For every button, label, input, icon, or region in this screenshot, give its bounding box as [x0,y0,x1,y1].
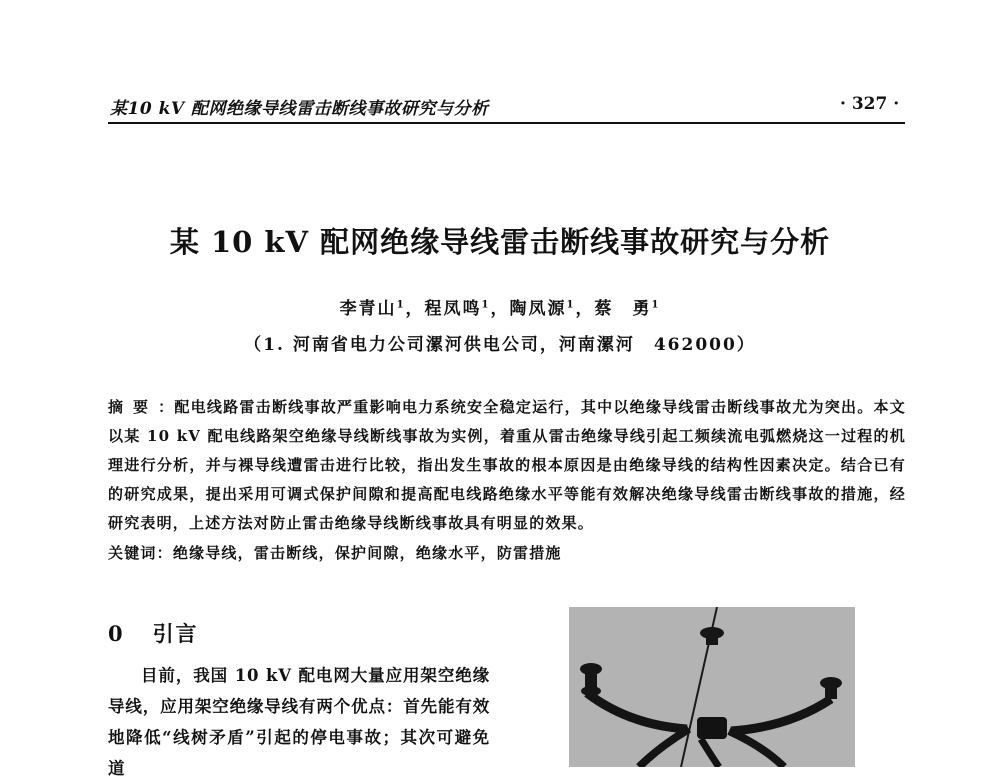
author-affiliation-mark: 1 [396,299,406,311]
section-title: 引言 [152,621,199,646]
author-name: 蔡 勇 [594,299,652,319]
abstract: 摘要：配电线路雷击断线事故严重影响电力系统安全稳定运行，其中以绝缘导线雷击断线事故尤为突出。本文以某 10 kV 配电线路架空绝缘导线断线事故为实例，着重从雷击绝缘导线引起工频续流电弧燃烧这一过程的机理进行分析，并与裸导线遭雷击进行比较，指出发生事故的根本原因是由绝缘导线的结构性因素决定。结合已有的研究成果，提出采用可调式保护间隙和提高配电线路绝缘水平等能有效解决绝缘导线雷击断线事故的措施，经研究表明，上述方法对防止雷击绝缘导线断线事故具有明显的效果。 [108,398,906,532]
author-name: 陶凤源 [509,299,567,319]
keywords-text: 绝缘导线，雷击断线，保护间隙，绝缘水平，防雷措施 [172,544,562,562]
pole-insulator-photo-icon [569,607,855,767]
keywords [108,542,906,563]
section-heading [108,618,199,648]
keywords-label: 关键词： [108,544,173,562]
section-number: 0 [108,621,125,646]
author-affiliation-mark: 1 [566,299,576,311]
author-affiliation-mark: 1 [481,299,491,311]
affiliation: （1. 河南省电力公司漯河供电公司，河南漯河 462000） [244,335,756,355]
intro-paragraph: 目前，我国 10 kV 配电网大量应用架空绝缘导线，应用架空绝缘导线有两个优点：首先能有效地降低“线树矛盾”引起的停电事故；其次可避免道 [108,666,490,778]
author-name: 程凤鸣 [424,299,482,319]
abstract-text: 配电线路雷击断线事故严重影响电力系统安全稳定运行，其中以绝缘导线雷击断线事故尤为突出。本文以某 10 kV 配电线路架空绝缘导线断线事故为实例，着重从雷击绝缘导线引起工频续流电弧燃烧这一过程的机理进行分析，并与裸导线遭雷击进行比较，指出发生事故的根本原因是由绝缘导线的结构性因素决定。结合已有的研究成果，提出采用可调式保护间隙和提高配电线路绝缘水平等能有效解决绝缘导线雷击断线事故的措施，经研究表明，上述方法对防止雷击绝缘导线断线事故具有明显的效果。 [108,398,906,532]
author-list: 李青山$^1$，程凤鸣$^1$，陶凤源$^1$，蔡 勇$^1$ [339,299,661,319]
author-name: 李青山 [339,299,397,319]
running-head: 某10 kV 配网绝缘导线雷击断线事故研究与分析 [110,99,489,119]
figure-photo-insulator-pole [569,607,855,767]
header-rule [108,122,905,124]
page-number: · 327 · [840,94,900,114]
author-affiliation-mark: 1 [651,299,661,311]
abstract-label: 摘要 [108,398,159,416]
paper-title: 某 10 kV 配网绝缘导线雷击断线事故研究与分析 [169,225,831,259]
